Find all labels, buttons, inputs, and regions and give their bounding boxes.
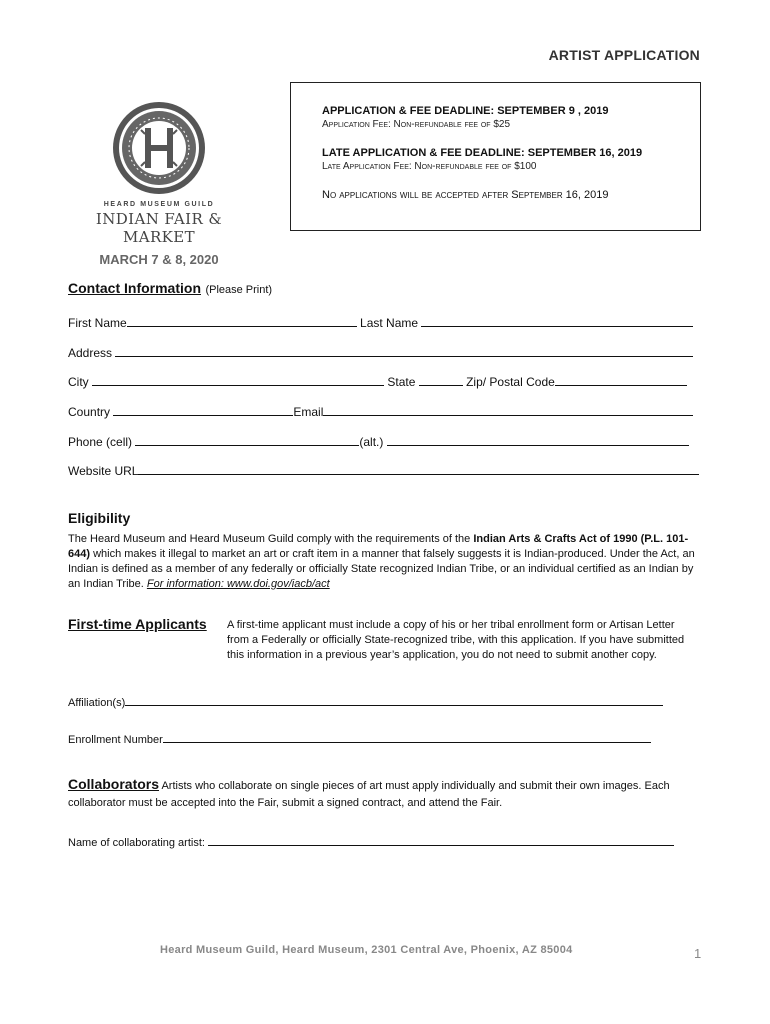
last-name-label: Last Name [360,316,419,330]
phone-field[interactable] [135,433,359,446]
last-name-field[interactable] [421,314,693,327]
email-label: Email [293,405,324,419]
eligibility-text [68,532,696,592]
phone-row [68,433,689,449]
address-row [68,344,693,360]
guild-name: HEARD MUSEUM GUILD [103,201,215,208]
eligibility-text-2: which makes it illegal to market an art or craft item in a manner that falsely suggests it is Indian-produced. Under the Act, an Indian is defined as a member of any federally or officially State recognized Indian Tribe, or an individual certified as an Indian by an Indian Tribe. [68,548,695,590]
state-field[interactable] [419,373,463,386]
city-row [68,373,687,389]
fair-dates: MARCH 7 & 8, 2020 [99,252,219,267]
country-field[interactable] [113,403,293,416]
eligibility-text-1: The Heard Museum and Heard Museum Guild comply with the requirements of the [68,533,474,545]
city-label: City [68,375,89,389]
website-label: Website URL [68,464,139,478]
website-field[interactable] [138,462,699,475]
page-number: 1 [694,946,702,961]
act-name: Indian Arts & Crafts Act of 1990 (P.L. 101-644) [68,533,689,560]
document-title: ARTIST APPLICATION [548,47,700,63]
collaborators-title: Collaborators [68,776,160,792]
collaborators-text: Artists who collaborate on single pieces of art must apply individually and submit their own images. Each collaborator must be accepted into the Fair, submit a signed contract, and attend the Fair. [68,780,670,809]
alt-phone-label: (alt.) [359,435,384,449]
alt-phone-field[interactable] [387,433,689,446]
zip-field[interactable] [555,373,687,386]
affiliation-label: Affiliation(s) [68,697,126,709]
contact-hint: (Please Print) [205,284,273,296]
first-name-label: First Name [68,316,127,330]
info-link[interactable]: For information: www.doi.gov/iacb/act [146,578,330,590]
fair-logo [66,100,252,267]
footer-address: Heard Museum Guild, Heard Museum, 2301 Central Ave, Phoenix, AZ 85004 [160,944,573,956]
collaborator-field[interactable] [208,833,674,846]
email-field[interactable] [323,403,693,416]
deadline-box [290,82,701,231]
contact-title: Contact Information [68,280,201,296]
affiliation-row [68,693,663,709]
first-time-title: First-time Applicants [68,616,207,632]
address-field[interactable] [115,344,693,357]
name-row [68,314,693,330]
country-row [68,403,693,419]
collaborator-label: Name of collaborating artist: [68,837,205,849]
affiliation-field[interactable] [125,693,663,706]
enrollment-label: Enrollment Number [68,734,163,746]
website-row [68,462,699,478]
application-fee-note: Application Fee: Non-refundable fee of $25 [322,119,511,130]
eligibility-title: Eligibility [68,510,131,526]
city-field[interactable] [92,373,384,386]
country-label: Country [68,405,111,419]
late-deadline-heading: LATE APPLICATION & FEE DEADLINE: SEPTEMBER 16, 2019 [322,147,643,159]
fair-name: INDIAN FAIR & MARKET [95,210,223,246]
no-late-applications-note: No applications will be accepted after September 16, 2019 [322,189,609,201]
phone-label: Phone (cell) [68,435,133,449]
collaborators-section [68,776,698,812]
zip-label: Zip/ Postal Code [466,375,555,389]
enrollment-row [68,730,651,746]
collaborator-row [68,833,674,849]
address-label: Address [68,346,113,360]
deadline-heading: APPLICATION & FEE DEADLINE: SEPTEMBER 9 , 2019 [322,105,609,117]
guild-seal-icon [111,100,207,196]
enrollment-field[interactable] [163,730,651,743]
contact-section-header [68,280,272,298]
state-label: State [387,375,416,389]
first-time-text: A first-time applicant must include a copy of his or her tribal enrollment form or Artisan Letter from a Federally or officially State-recognized tribe, with this application. If you have submitted this information in a previous year’s application, you do not need to submit another copy. [227,619,685,661]
first-name-field[interactable] [127,314,357,327]
late-fee-note: Late Application Fee: Non-refundable fee of $100 [322,161,537,172]
